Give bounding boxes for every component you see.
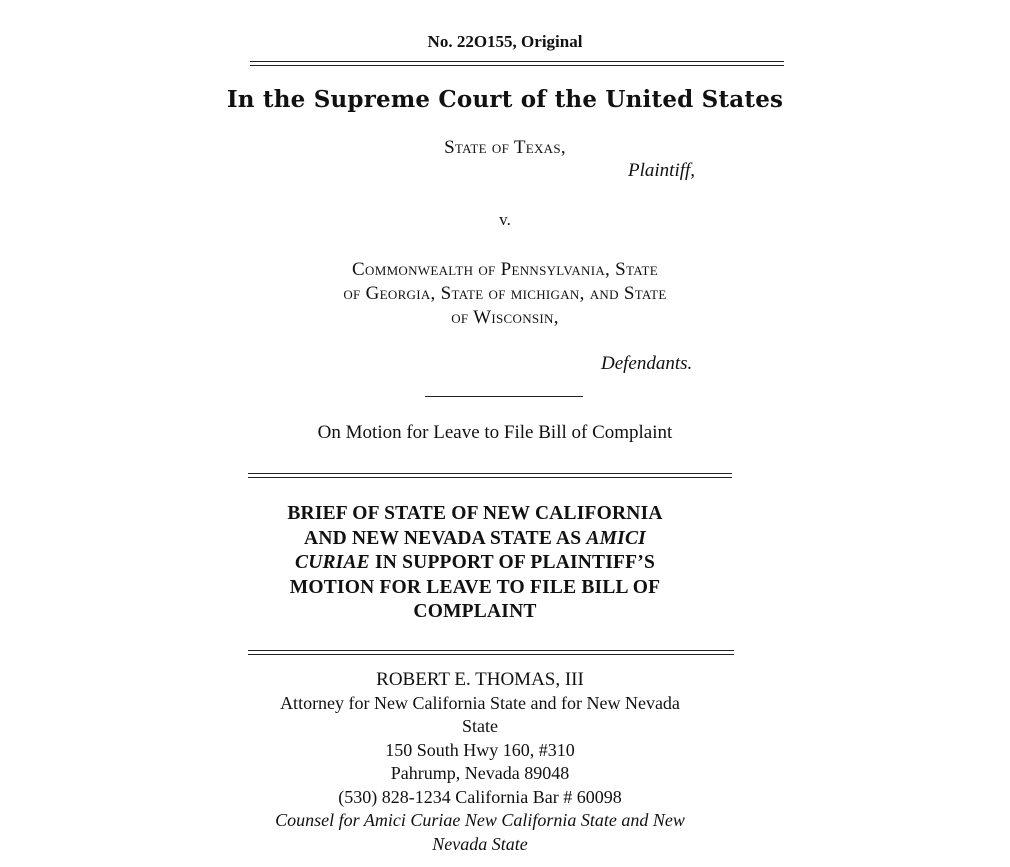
brief-title [255, 502, 695, 625]
counsel-phone-bar: (530) 828-1234 California Bar # 60098 [338, 786, 622, 807]
middle-double-rule [248, 473, 732, 478]
motion-title: On Motion for Leave to File Bill of Complaint [317, 422, 673, 443]
counsel-title-line-1: Attorney for New California State and for New Nevada [280, 692, 680, 713]
counsel-name: ROBERT E. THOMAS, III [376, 669, 584, 690]
counsel-role-line-2: Nevada State [432, 833, 528, 854]
short-rule [425, 396, 583, 397]
top-double-rule [250, 61, 784, 66]
bottom-double-rule [248, 650, 734, 655]
counsel-address-1: 150 South Hwy 160, #310 [385, 739, 575, 760]
brief-line-2-text: AND NEW NEVADA STATE AS [304, 527, 587, 549]
brief-line-3-text: IN SUPPORT OF PLAINTIFF’S [369, 552, 656, 573]
counsel-address-2: Pahrump, Nevada 89048 [390, 763, 570, 783]
brief-line-3 [255, 551, 695, 576]
brief-line-3-italic: CURIAE [294, 552, 370, 573]
counsel-title-line-2: State [462, 716, 498, 736]
defendants-names [290, 258, 720, 330]
brief-line-2-italic: AMICI [586, 527, 646, 549]
versus: v. [499, 210, 511, 229]
brief-line-4: MOTION FOR LEAVE TO FILE BILL OF [289, 576, 661, 598]
defendants-line-1: Commonwealth of Pennsylvania, State [352, 259, 658, 280]
defendants-line-3: of Wisconsin, [451, 307, 559, 328]
defendants-role: Defendants. [601, 353, 693, 374]
counsel-role-line-1: Counsel for Amici Curiae New California State and New [275, 810, 685, 830]
plaintiff-name: State of Texas, [444, 137, 566, 158]
brief-line-2 [255, 527, 695, 552]
court-heading: In the Supreme Court of the United States [226, 86, 784, 113]
docket-number: No. 22O155, Original [427, 32, 583, 51]
counsel-block [230, 668, 730, 856]
defendants-line-2: of Georgia, State of michigan, and State [343, 283, 667, 304]
brief-line-1: BRIEF OF STATE OF NEW CALIFORNIA [287, 503, 663, 524]
plaintiff-role: Plaintiff, [628, 160, 696, 181]
brief-line-5: COMPLAINT [413, 601, 537, 622]
